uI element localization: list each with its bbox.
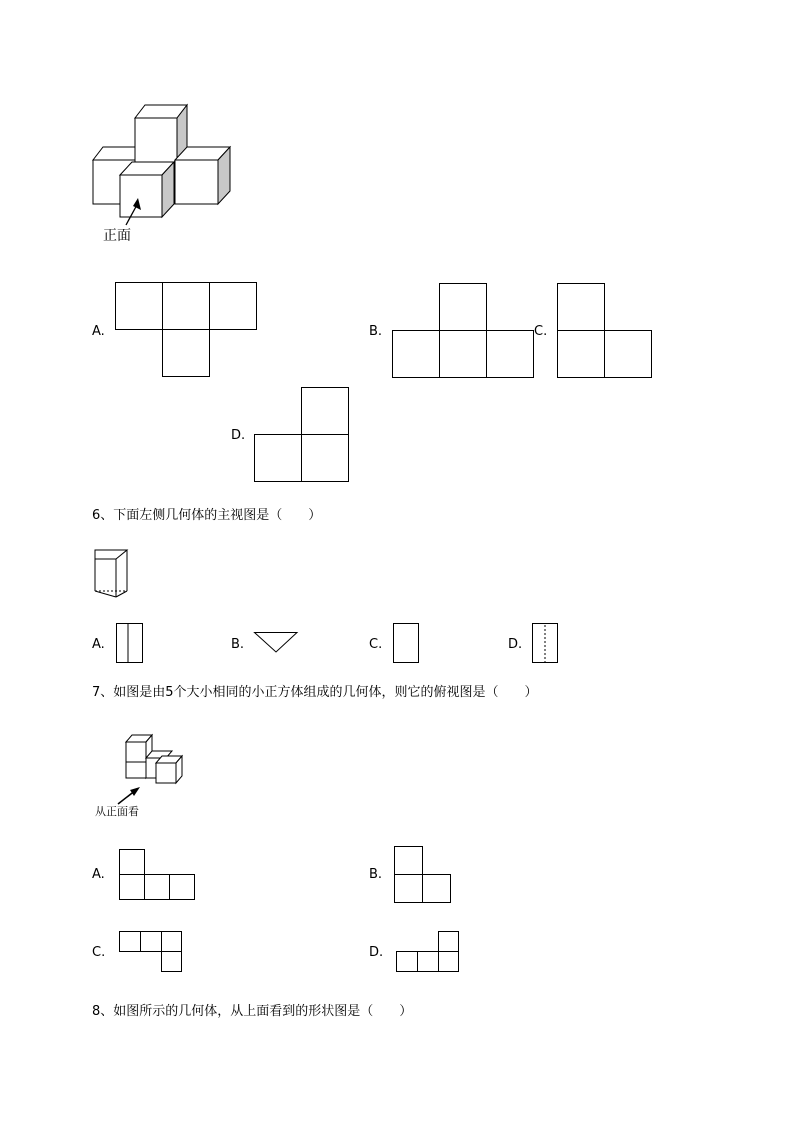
q7-cube-figure <box>92 732 172 812</box>
q5-option-c-label[interactable]: C. <box>534 324 548 339</box>
q5-option-d-figure[interactable] <box>254 387 354 487</box>
q7-figure-label: 从正面看 <box>95 805 139 818</box>
q6-option-b-label[interactable]: B. <box>231 637 245 652</box>
q5-option-a-figure[interactable] <box>115 282 265 382</box>
q6-option-c-figure[interactable] <box>393 623 423 665</box>
front-label: 正面 <box>103 228 131 244</box>
q6-option-d-figure[interactable] <box>532 623 562 665</box>
q7-option-c-figure[interactable] <box>119 931 189 975</box>
q5-option-d-label[interactable]: D. <box>231 428 246 443</box>
q7-option-b-figure[interactable] <box>394 846 454 904</box>
q6-prism-figure <box>94 549 134 601</box>
q6-option-b-figure[interactable] <box>254 632 300 656</box>
q6-option-a-figure[interactable] <box>116 623 146 665</box>
q7-option-b-label[interactable]: B. <box>369 867 383 882</box>
q5-option-a-label[interactable]: A. <box>92 324 105 339</box>
cube-front-right <box>156 756 182 783</box>
q6-option-a-label[interactable]: A. <box>92 637 105 652</box>
q5-option-c-figure[interactable] <box>557 283 657 383</box>
cube-right <box>175 147 230 204</box>
q6-option-d-label[interactable]: D. <box>508 637 523 652</box>
q7-option-a-figure[interactable] <box>119 849 199 903</box>
q7-option-a-label[interactable]: A. <box>92 867 105 882</box>
question-6-text: 6、下面左侧几何体的主视图是（ ） <box>92 508 322 523</box>
q7-option-d-label[interactable]: D. <box>369 945 384 960</box>
cube-top <box>135 105 187 162</box>
cube-front <box>120 162 174 217</box>
q5-cube-figure <box>90 100 240 240</box>
q5-option-b-label[interactable]: B. <box>369 324 383 339</box>
q5-option-b-figure[interactable] <box>392 283 542 383</box>
view-arrow <box>118 787 140 804</box>
q7-option-d-figure[interactable] <box>396 931 466 975</box>
q7-option-c-label[interactable]: C. <box>92 945 106 960</box>
q6-option-c-label[interactable]: C. <box>369 637 383 652</box>
question-8-text: 8、如图所示的几何体，从上面看到的形状图是（ ） <box>92 1004 413 1019</box>
question-7-text: 7、如图是由5个大小相同的小正方体组成的几何体，则它的俯视图是（ ） <box>92 685 538 700</box>
